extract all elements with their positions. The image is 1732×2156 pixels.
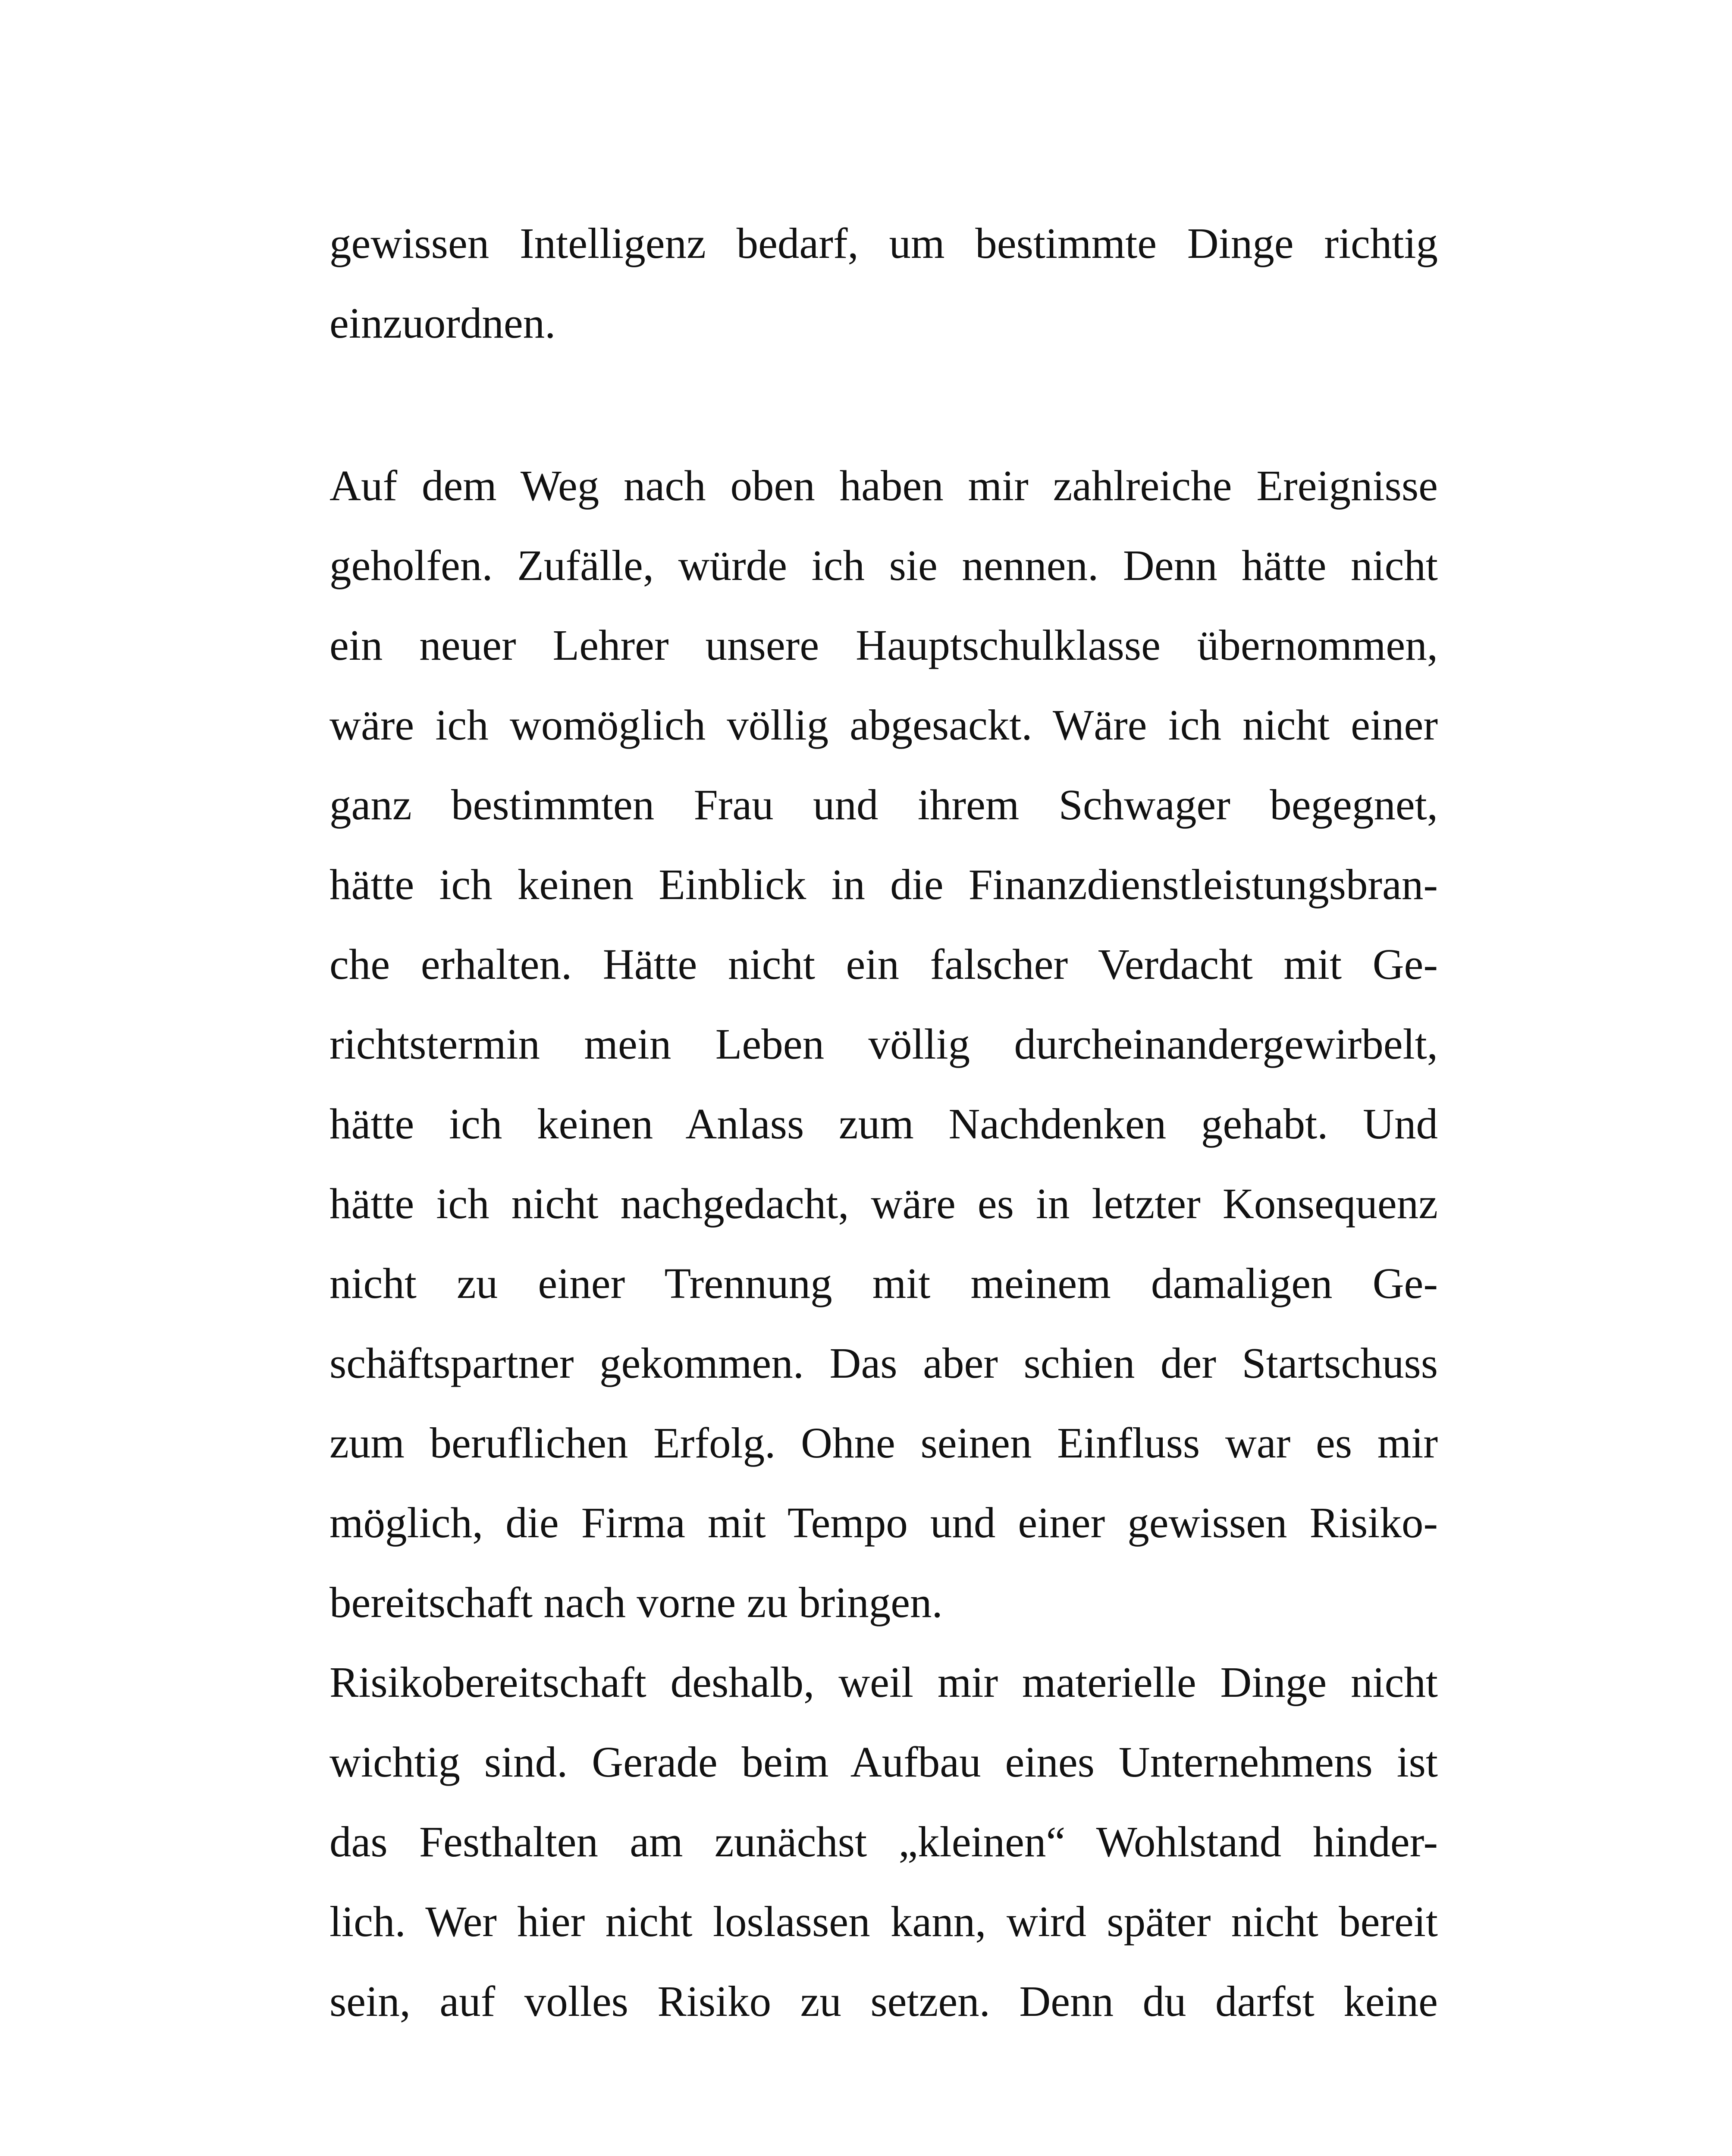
text-line: einzuordnen. — [329, 299, 556, 347]
text-line: lich. Wer hier nicht loslassen kann, wird später nicht bereit — [329, 1897, 1438, 1946]
text-line: hätte ich keinen Einblick in die Finanzdienstleistungsbran- — [329, 860, 1438, 909]
text-line: hätte ich keinen Anlass zum Nachdenken gehabt. Und — [329, 1100, 1438, 1148]
text-line: wichtig sind. Gerade beim Aufbau eines Unternehmens ist — [329, 1738, 1438, 1786]
text-line: che erhalten. Hätte nicht ein falscher Verdacht mit Ge- — [329, 940, 1438, 988]
text-line: zum beruflichen Erfolg. Ohne seinen Einfluss war es mir — [329, 1419, 1438, 1467]
text-line: sein, auf volles Risiko zu setzen. Denn du darfst keine — [329, 1977, 1438, 2025]
text-line: richtstermin mein Leben völlig durcheinandergewirbelt, — [329, 1020, 1438, 1068]
text-line: das Festhalten am zunächst „kleinen“ Wohlstand hinder- — [329, 1818, 1438, 1866]
text-line: Auf dem Weg nach oben haben mir zahlreiche Ereignisse — [329, 461, 1438, 510]
text-line: nicht zu einer Trennung mit meinem damaligen Ge- — [329, 1259, 1438, 1307]
text-line: Risikobereitschaft deshalb, weil mir materielle Dinge nicht — [329, 1658, 1438, 1706]
paragraph-3 — [329, 1642, 1438, 2041]
text-line: schäftspartner gekommen. Das aber schien der Startschuss — [329, 1339, 1438, 1387]
text-line: möglich, die Firma mit Tempo und einer gewissen Risiko- — [329, 1498, 1438, 1547]
paragraph-2 — [329, 446, 1438, 1642]
paragraph-1 — [329, 204, 1438, 363]
text-line: ganz bestimmten Frau und ihrem Schwager begegnet, — [329, 780, 1438, 829]
text-line: geholfen. Zufälle, würde ich sie nennen. Denn hätte nicht — [329, 541, 1438, 589]
text-line: gewissen Intelligenz bedarf, um bestimmte Dinge richtig — [329, 219, 1438, 267]
paragraph-group — [329, 446, 1438, 2041]
text-line: ein neuer Lehrer unsere Hauptschulklasse übernommen, — [329, 621, 1438, 669]
text-line: wäre ich womöglich völlig abgesackt. Wäre ich nicht einer — [329, 701, 1438, 749]
text-line: hätte ich nicht nachgedacht, wäre es in letzter Konsequenz — [329, 1179, 1438, 1228]
text-line: bereitschaft nach vorne zu bringen. — [329, 1578, 943, 1626]
